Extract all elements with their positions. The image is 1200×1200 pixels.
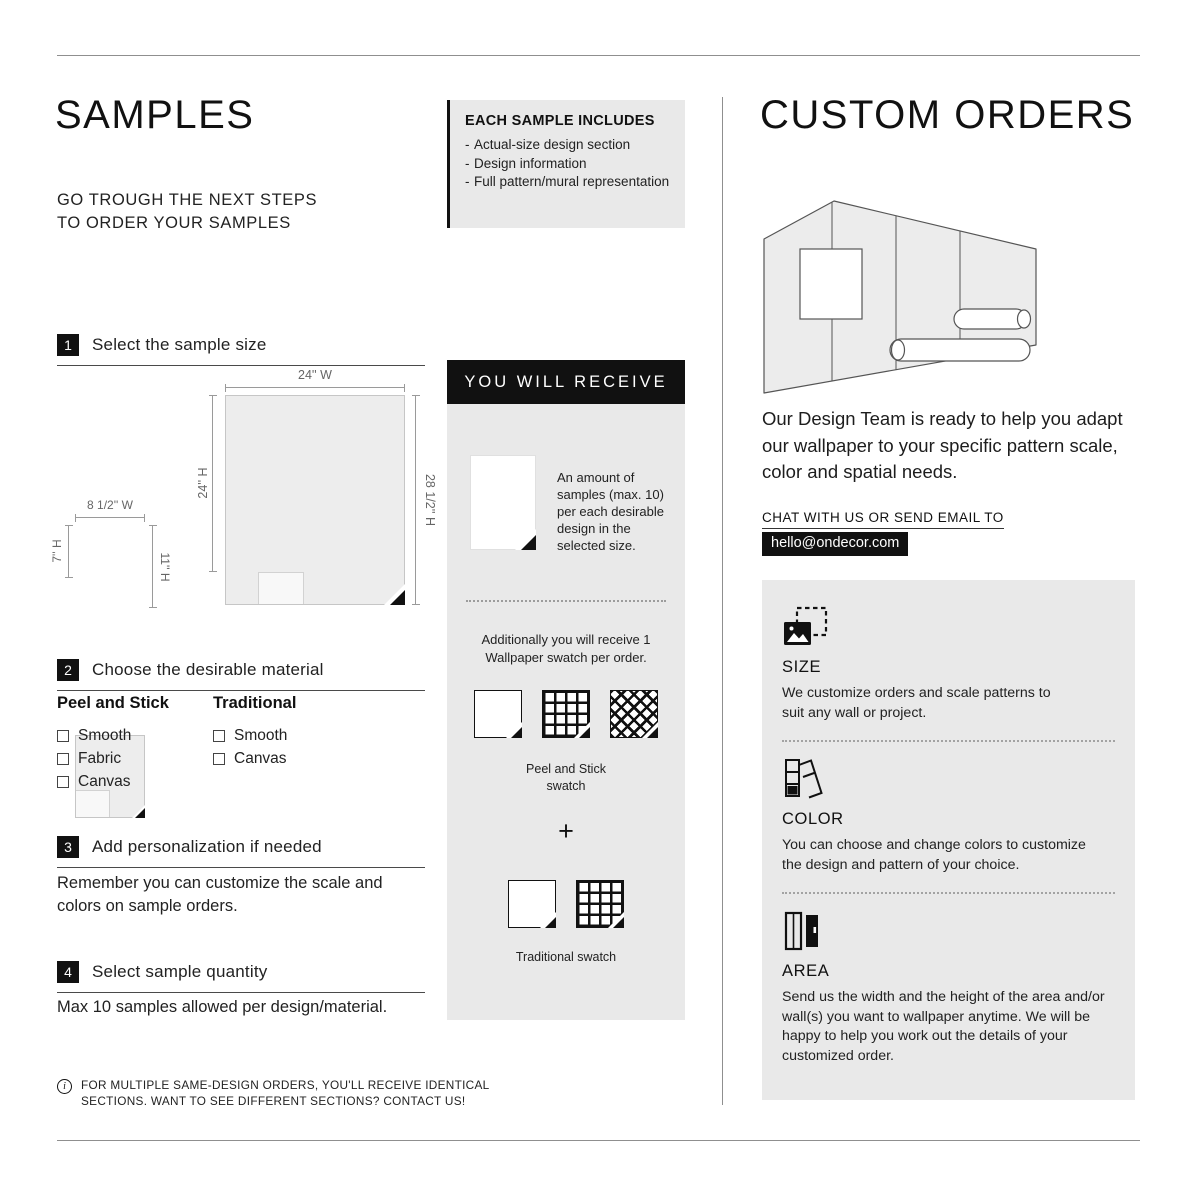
step-2-label: Choose the desirable material <box>92 660 324 679</box>
dimension-line <box>415 395 416 605</box>
feature-area-name: AREA <box>782 962 830 980</box>
dimension-line <box>225 387 405 388</box>
traditional-swatches <box>447 880 685 928</box>
option-label: Smooth <box>78 726 132 744</box>
custom-orders-title: CUSTOM ORDERS <box>760 93 1135 137</box>
crosshatch-swatch-icon <box>610 690 658 738</box>
includes-item: - Design information <box>465 155 671 174</box>
includes-item: - Full pattern/mural representation <box>465 173 671 192</box>
step-3-number: 3 <box>57 836 79 858</box>
traditional-title: Traditional <box>213 694 297 712</box>
large-sample-inner-rect <box>258 572 304 604</box>
large-sample-rect <box>225 395 405 605</box>
peel-and-stick-title: Peel and Stick <box>57 694 169 712</box>
top-rule <box>57 55 1140 56</box>
step-2-number: 2 <box>57 659 79 681</box>
option-label: Canvas <box>234 749 287 767</box>
plain-swatch-icon <box>508 880 556 928</box>
swatch-fan-icon <box>782 758 1115 800</box>
checkbox-icon[interactable] <box>213 753 225 765</box>
chat-with-us-label: CHAT WITH US OR SEND EMAIL TO <box>762 510 1004 529</box>
step-4-header <box>57 961 425 993</box>
option-label: Canvas <box>78 772 131 790</box>
you-will-receive-header: YOU WILL RECEIVE <box>447 360 685 404</box>
feature-size <box>782 606 1115 723</box>
dotted-divider <box>782 892 1115 894</box>
step-1-label: Select the sample size <box>92 335 267 354</box>
option-peel-canvas[interactable] <box>57 770 213 793</box>
step-3-label: Add personalization if needed <box>92 837 322 856</box>
grid-swatch-icon <box>542 690 590 738</box>
feature-color <box>782 758 1115 875</box>
image-placeholder-icon <box>782 606 1115 648</box>
dotted-divider <box>782 740 1115 742</box>
column-divider <box>722 97 723 1105</box>
small-sample-inner-rect <box>76 790 110 817</box>
checkbox-icon[interactable] <box>57 753 69 765</box>
feature-color-text: You can choose and change colors to customize the design and pattern of your choice. <box>782 837 1086 873</box>
option-traditional-canvas[interactable] <box>213 747 369 770</box>
checkbox-icon[interactable] <box>213 730 225 742</box>
plain-swatch-icon <box>474 690 522 738</box>
small-width-label: 8 1/2'' W <box>87 498 133 512</box>
peel-and-stick-column <box>57 694 213 793</box>
sample-page-icon <box>470 455 536 550</box>
large-width-label: 24'' W <box>298 368 332 382</box>
option-peel-fabric[interactable] <box>57 747 213 770</box>
footnote <box>57 1078 547 1109</box>
includes-item: - Actual-size design section <box>465 136 671 155</box>
step-4-label: Select sample quantity <box>92 962 268 981</box>
dotted-divider <box>466 600 666 602</box>
each-sample-includes-panel <box>447 100 685 228</box>
samples-subtitle: GO TROUGH THE NEXT STEPS TO ORDER YOUR SAMPLES <box>57 191 318 232</box>
wallpaper-wall-illustration <box>762 197 1040 396</box>
email-link[interactable]: hello@ondecor.com <box>762 532 908 556</box>
peel-swatch-label: Peel and Stick swatch <box>526 762 606 793</box>
includes-title: EACH SAMPLE INCLUDES <box>465 113 655 129</box>
peel-and-stick-swatches <box>447 690 685 738</box>
option-label: Smooth <box>234 726 288 744</box>
step-4-number: 4 <box>57 961 79 983</box>
samples-title: SAMPLES <box>55 93 255 137</box>
option-label: Fabric <box>78 749 122 767</box>
dimension-line <box>75 517 145 518</box>
step-2-header <box>57 659 425 691</box>
material-options <box>57 694 425 793</box>
option-peel-smooth[interactable] <box>57 724 213 747</box>
option-traditional-smooth[interactable] <box>213 724 369 747</box>
small-height-right-label: 11'' H <box>158 552 172 582</box>
step-1-header <box>57 334 425 366</box>
sample-size-diagram <box>50 368 437 620</box>
large-height-left-label: 24'' H <box>196 467 210 499</box>
step-3-header <box>57 836 425 868</box>
small-height-left-label: 7'' H <box>50 539 64 563</box>
feature-area-text: Send us the width and the height of the area and/or wall(s) you want to wallpaper anytime. We will be happy to help you work out the details of your customized order. <box>782 989 1105 1064</box>
large-height-right-label: 28 1/2'' H <box>423 473 437 527</box>
bottom-rule <box>57 1140 1140 1141</box>
feature-color-name: COLOR <box>782 810 844 828</box>
info-icon <box>57 1079 72 1094</box>
traditional-swatch-label: Traditional swatch <box>515 950 617 964</box>
feature-area <box>782 910 1115 1066</box>
grid-swatch-icon <box>576 880 624 928</box>
step-1-number: 1 <box>57 334 79 356</box>
personalization-note: Remember you can customize the scale and colors on sample orders. <box>57 874 383 915</box>
checkbox-icon[interactable] <box>57 730 69 742</box>
traditional-column <box>213 694 369 793</box>
feature-size-text: We customize orders and scale patterns to suit any wall or project. <box>782 685 1051 721</box>
wall-panels-icon <box>782 910 1115 952</box>
checkbox-icon[interactable] <box>57 776 69 788</box>
custom-orders-intro: Our Design Team is ready to help you adapt our wallpaper to your specific pattern scale, color and spatial needs. <box>762 408 1123 482</box>
you-will-receive-panel <box>447 404 685 1020</box>
footnote-text: FOR MULTIPLE SAME-DESIGN ORDERS, YOU'LL RECEIVE IDENTICAL SECTIONS. WANT TO SEE DIFFERENT SECTIONS? CONTACT US! <box>81 1078 490 1108</box>
dimension-line <box>152 525 153 608</box>
plus-sign: + <box>558 816 574 846</box>
feature-size-name: SIZE <box>782 658 822 676</box>
quantity-note: Max 10 samples allowed per design/material. <box>57 998 388 1016</box>
samples-amount-text: An amount of samples (max. 10) per each desirable design in the selected size. <box>557 470 664 553</box>
dimension-line <box>68 525 69 578</box>
dimension-line <box>212 395 213 572</box>
custom-features-panel <box>762 580 1135 1100</box>
additional-swatch-text: Additionally you will receive 1 Wallpaper swatch per order. <box>481 632 651 665</box>
